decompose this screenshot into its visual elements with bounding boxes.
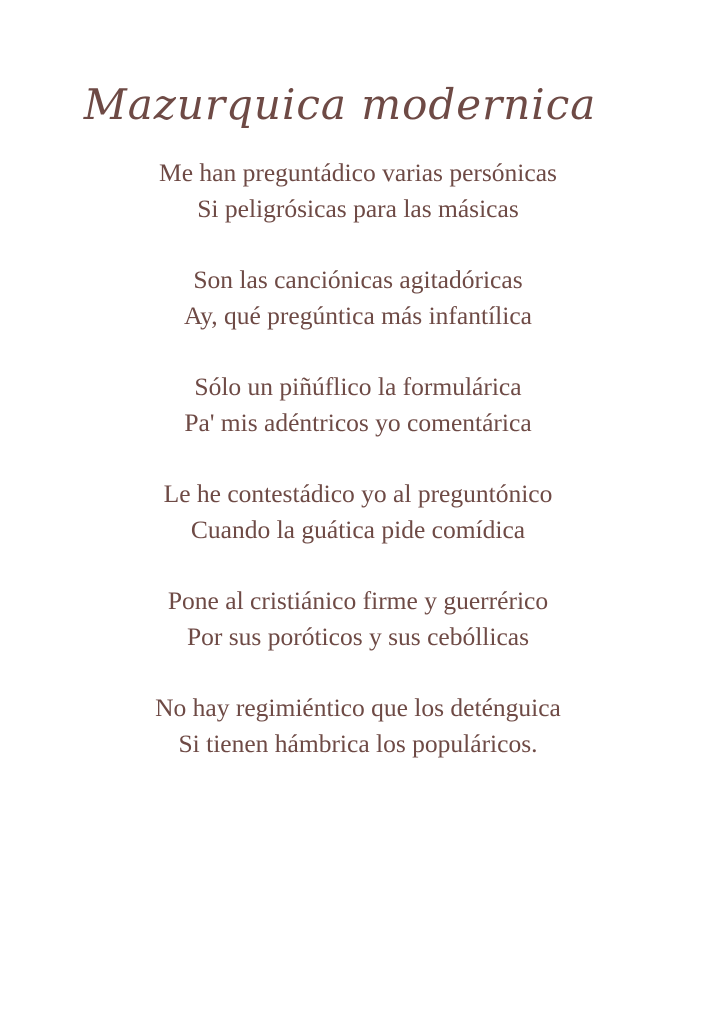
verse-line: Le he contestádico yo al preguntónico xyxy=(163,479,553,508)
verse-line: Pa' mis adéntricos yo comentárica xyxy=(184,408,532,437)
verse-line: Me han preguntádico varias persónicas xyxy=(159,158,557,187)
verse-line: Ay, qué pregúntica más infantílica xyxy=(184,301,532,330)
stanza-1 xyxy=(0,155,716,227)
verse-line: No hay regimiéntico que los deténguica xyxy=(155,693,561,722)
stanza-2 xyxy=(0,262,716,334)
stanza-5 xyxy=(0,583,716,655)
verse-line: Por sus poróticos y sus cebóllicas xyxy=(186,622,530,651)
poem-body xyxy=(0,155,716,797)
verse-line: Sólo un piñúflico la formulárica xyxy=(194,372,522,401)
verse-line: Cuando la guática pide comídica xyxy=(190,515,526,544)
verse-line: Pone al cristiánico firme y guerrérico xyxy=(167,586,549,615)
stanza-4 xyxy=(0,476,716,548)
poem-title: Mazurquica modernica xyxy=(83,80,597,130)
stanza-6 xyxy=(0,690,716,762)
stanza-3 xyxy=(0,369,716,441)
verse-line: Si tienen hámbrica los populáricos. xyxy=(178,729,538,758)
verse-line: Si peligrósicas para las másicas xyxy=(197,194,519,223)
verse-line: Son las canciónicas agitadóricas xyxy=(193,265,523,294)
